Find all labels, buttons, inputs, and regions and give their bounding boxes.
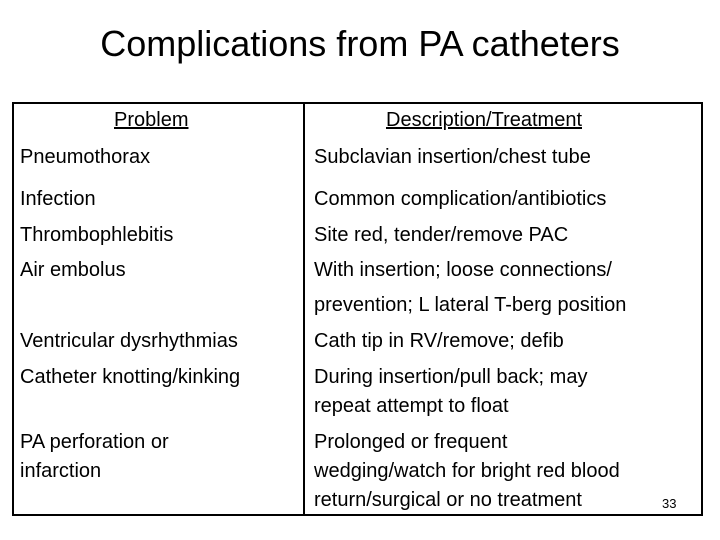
problem-catheter-knotting: Catheter knotting/kinking [20, 366, 241, 388]
description-air-embolus-line-2: prevention; L lateral T-berg position [314, 294, 627, 316]
header-description: Description/Treatment [386, 109, 582, 131]
problem-pneumothorax: Pneumothorax [20, 146, 151, 168]
description-infection: Common complication/antibiotics [314, 188, 607, 210]
description-catheter-knotting-line-1: During insertion/pull back; may [314, 366, 588, 388]
header-problem: Problem [114, 109, 189, 131]
description-ventricular-dysrhythmias: Cath tip in RV/remove; defib [314, 330, 564, 352]
description-thrombophlebitis: Site red, tender/remove PAC [314, 224, 569, 246]
description-pa-perforation-line-1: Prolonged or frequent [314, 431, 508, 453]
slide-title: Complications from PA catheters [100, 23, 620, 64]
problem-ventricular-dysrhythmias: Ventricular dysrhythmias [20, 330, 238, 352]
problem-air-embolus: Air embolus [20, 259, 126, 281]
problem-pa-perforation-line-1: PA perforation or [20, 431, 169, 453]
description-pneumothorax: Subclavian insertion/chest tube [314, 146, 591, 168]
problem-thrombophlebitis: Thrombophlebitis [20, 224, 174, 246]
description-air-embolus-line-1: With insertion; loose connections/ [314, 259, 612, 281]
description-catheter-knotting-line-2: repeat attempt to float [314, 395, 509, 417]
problem-infection: Infection [20, 188, 96, 210]
description-pa-perforation-line-2: wedging/watch for bright red blood [314, 460, 620, 482]
description-pa-perforation-line-3: return/surgical or no treatment [314, 489, 582, 511]
problem-pa-perforation-line-2: infarction [20, 460, 102, 482]
column-divider [303, 102, 305, 516]
page-number: 33 [662, 496, 677, 511]
